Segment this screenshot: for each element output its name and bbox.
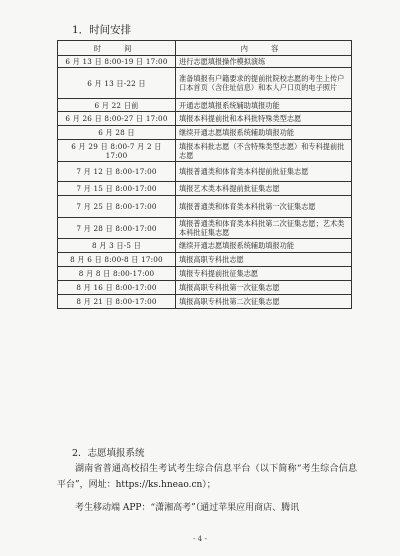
table-row: [58, 99, 352, 112]
table-row: [58, 239, 352, 253]
table-row: [58, 281, 352, 295]
header-content: 内 容: [176, 41, 352, 56]
table-row: [58, 218, 352, 239]
row-time: 7 月 28 日 8:00-17:00: [58, 218, 176, 239]
table-row: [58, 295, 352, 309]
row-time: 8 月 21 日 8:00-17:00: [58, 295, 176, 309]
row-time: 7 月 25 日 8:00-17:00: [58, 196, 176, 218]
row-time: 6 月 13 日-22 日: [58, 68, 176, 99]
table-header-row: [58, 41, 352, 56]
row-time: 8 月 6 日 8:00-8 日 17:00: [58, 253, 176, 267]
row-content: 填报本科批志愿（不含特殊类型志愿）和专科提前批志愿: [176, 140, 352, 162]
table-row: [58, 126, 352, 140]
header-time: 时 间: [58, 41, 176, 56]
table-row: [58, 68, 352, 99]
row-time: 6 月 26 日 8:00-27 日 17:00: [58, 112, 176, 126]
table-row: [58, 56, 352, 68]
row-time: 8 月 16 日 8:00-17:00: [58, 281, 176, 295]
schedule-table: [57, 40, 352, 309]
row-time: 6 月 29 日 8:00-7 月 2 日 17:00: [58, 140, 176, 162]
row-content: 填报普通类和体育类本科提前批征集志愿: [176, 162, 352, 182]
row-time: 6 月 22 日前: [58, 99, 176, 112]
row-content: 进行志愿填报操作模拟演练: [176, 56, 352, 68]
paragraph-app: 考生移动端 APP：“潇湘高考”（通过苹果应用商店、腾讯: [75, 503, 300, 513]
table-row: [58, 182, 352, 196]
row-content: 填报本科提前批和本科批特殊类型志愿: [176, 112, 352, 126]
row-content: 填报高职专科批志愿: [176, 253, 352, 267]
row-content: 填报普通类和体育类本科批第二次征集志愿；艺术类本科批征集志愿: [176, 218, 352, 239]
row-time: 7 月 12 日 8:00-17:00: [58, 162, 176, 182]
row-content: 准备填报有户籍要求的提前批院校志愿的考生上传户口本首页（含住址信息）和本人户口页的电子照片: [176, 68, 352, 99]
page-number: - 4 -: [193, 535, 207, 543]
section-heading-system: 2．志愿填报系统: [72, 448, 145, 459]
schedule-body: [58, 56, 352, 309]
row-time: 6 月 28 日: [58, 126, 176, 140]
table-row: [58, 162, 352, 182]
paragraph-platform: 湖南省普通高校招生考试考生综合信息平台（以下简称“考生综合信息平台”，网址：https://ks.hneao.cn）；: [57, 464, 357, 490]
row-content: 开通志愿填报系统辅助填报功能: [176, 99, 352, 112]
row-content: 填报高职专科批第一次征集志愿: [176, 281, 352, 295]
table-row: [58, 112, 352, 126]
table-row: [58, 267, 352, 281]
table-row: [58, 140, 352, 162]
row-content: 继续开通志愿填报系统辅助填报功能: [176, 239, 352, 253]
row-content: 填报专科提前批征集志愿: [176, 267, 352, 281]
table-row: [58, 253, 352, 267]
section-heading-schedule: 1．时间安排: [72, 24, 132, 36]
row-time: 8 月 3 日-5 日: [58, 239, 176, 253]
row-time: 8 月 8 日 8:00-17:00: [58, 267, 176, 281]
row-content: 填报高职专科批第二次征集志愿: [176, 295, 352, 309]
table-row: [58, 196, 352, 218]
row-time: 6 月 13 日 8:00-19 日 17:00: [58, 56, 176, 68]
row-content: 继续开通志愿填报系统辅助填报功能: [176, 126, 352, 140]
row-content: 填报艺术类本科提前批征集志愿: [176, 182, 352, 196]
row-time: 7 月 15 日 8:00-17:00: [58, 182, 176, 196]
row-content: 填报普通类和体育类本科批第一次征集志愿: [176, 196, 352, 218]
